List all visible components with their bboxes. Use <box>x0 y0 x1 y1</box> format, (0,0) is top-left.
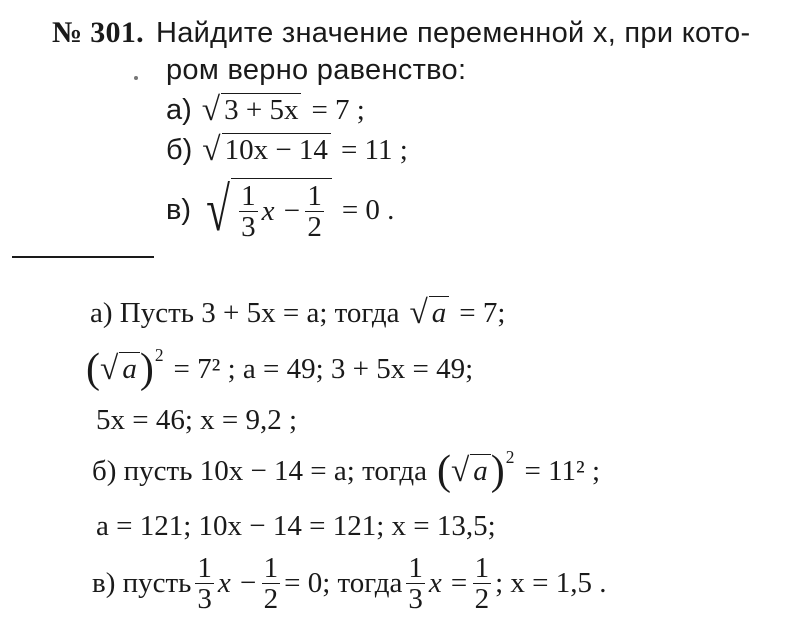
solution-b-line1 <box>92 447 601 494</box>
exponent: 2 <box>505 447 515 468</box>
problem-a <box>166 93 365 127</box>
exponent: 2 <box>154 345 164 366</box>
solution-text: a = 121; 10x − 14 = 121; x = 13,5; <box>96 510 496 542</box>
solution-text: x − <box>217 567 258 600</box>
solution-text: в) пусть <box>92 567 192 600</box>
solution-b-line2 <box>96 510 496 543</box>
radicand: a <box>470 454 491 488</box>
radicand: a <box>119 352 140 386</box>
fraction <box>473 553 492 615</box>
fraction <box>305 181 324 243</box>
problem-b-rhs: = 11 ; <box>340 133 408 166</box>
right-paren: ) <box>490 448 505 494</box>
problem-a-rhs: = 7 ; <box>311 93 365 126</box>
radicand: 10x − 14 <box>222 133 331 167</box>
denominator: 3 <box>197 583 212 616</box>
fraction <box>406 553 425 615</box>
problem-text-line2-row <box>166 54 466 87</box>
radical-sign: √ <box>201 91 221 128</box>
expression-middle: x − <box>261 195 302 228</box>
solution-text: б) пусть 10x − 14 = a; тогда <box>92 454 427 487</box>
numerator: 1 <box>408 552 423 584</box>
solution-text: = 0; тогда <box>284 567 403 600</box>
problem-a-label: а) <box>166 93 192 126</box>
solution-text: 5x = 46; x = 9,2 ; <box>96 404 298 436</box>
numerator: 1 <box>197 552 212 584</box>
radical-sign: √ <box>100 349 119 387</box>
right-paren: ) <box>139 346 154 392</box>
denominator: 2 <box>474 583 490 616</box>
numerator: 1 <box>263 552 279 584</box>
denominator: 3 <box>408 583 423 616</box>
sqrt-expression <box>201 178 332 243</box>
denominator: 3 <box>241 211 256 244</box>
problem-b-label: б) <box>166 133 193 166</box>
denominator: 2 <box>307 211 322 244</box>
problem-c-label: в) <box>166 193 192 226</box>
speck <box>134 76 138 80</box>
solution-text: = 7² ; a = 49; 3 + 5x = 49; <box>173 352 474 385</box>
solution-text: = 11² ; <box>524 454 601 487</box>
numerator: 1 <box>241 180 256 212</box>
radicand <box>231 178 332 243</box>
solution-c-line <box>92 553 607 615</box>
radical-sign: √ <box>206 176 231 245</box>
sqrt-expression <box>202 133 331 167</box>
fraction <box>195 553 214 615</box>
left-paren: ( <box>436 448 451 494</box>
radical-sign: √ <box>450 451 470 489</box>
sqrt-expression <box>202 93 302 127</box>
problem-c-rhs: = 0 . <box>341 193 395 226</box>
numerator: 1 <box>474 552 490 584</box>
solution-text: ; x = 1,5 . <box>495 567 607 600</box>
radicand: a <box>429 296 450 330</box>
radical-sign: √ <box>202 131 221 168</box>
problem-title-line <box>52 16 750 50</box>
numerator: 1 <box>307 180 322 212</box>
solution-a-line1 <box>90 296 505 330</box>
sqrt-expression <box>100 349 140 387</box>
left-paren: ( <box>86 346 101 392</box>
solution-text: а) Пусть 3 + 5x = a; тогда <box>90 296 400 329</box>
problem-c <box>166 178 394 243</box>
solution-text: = 7; <box>459 296 506 329</box>
solution-a-line2 <box>86 345 474 392</box>
solution-text: x = <box>428 567 469 600</box>
problem-text-line1: Найдите значение переменной x, при кото- <box>155 16 751 49</box>
sqrt-expression <box>450 451 491 489</box>
problem-text-line2: ром верно равенство: <box>166 54 467 86</box>
sqrt-expression <box>410 296 450 330</box>
section-divider <box>12 256 154 258</box>
fraction <box>239 181 258 243</box>
fraction <box>262 553 281 615</box>
radicand: 3 + 5x <box>221 93 301 127</box>
problem-b <box>166 133 408 167</box>
radical-sign: √ <box>409 294 428 331</box>
problem-number: № 301. <box>52 16 144 49</box>
solution-a-line3 <box>96 404 297 437</box>
denominator: 2 <box>263 583 279 616</box>
